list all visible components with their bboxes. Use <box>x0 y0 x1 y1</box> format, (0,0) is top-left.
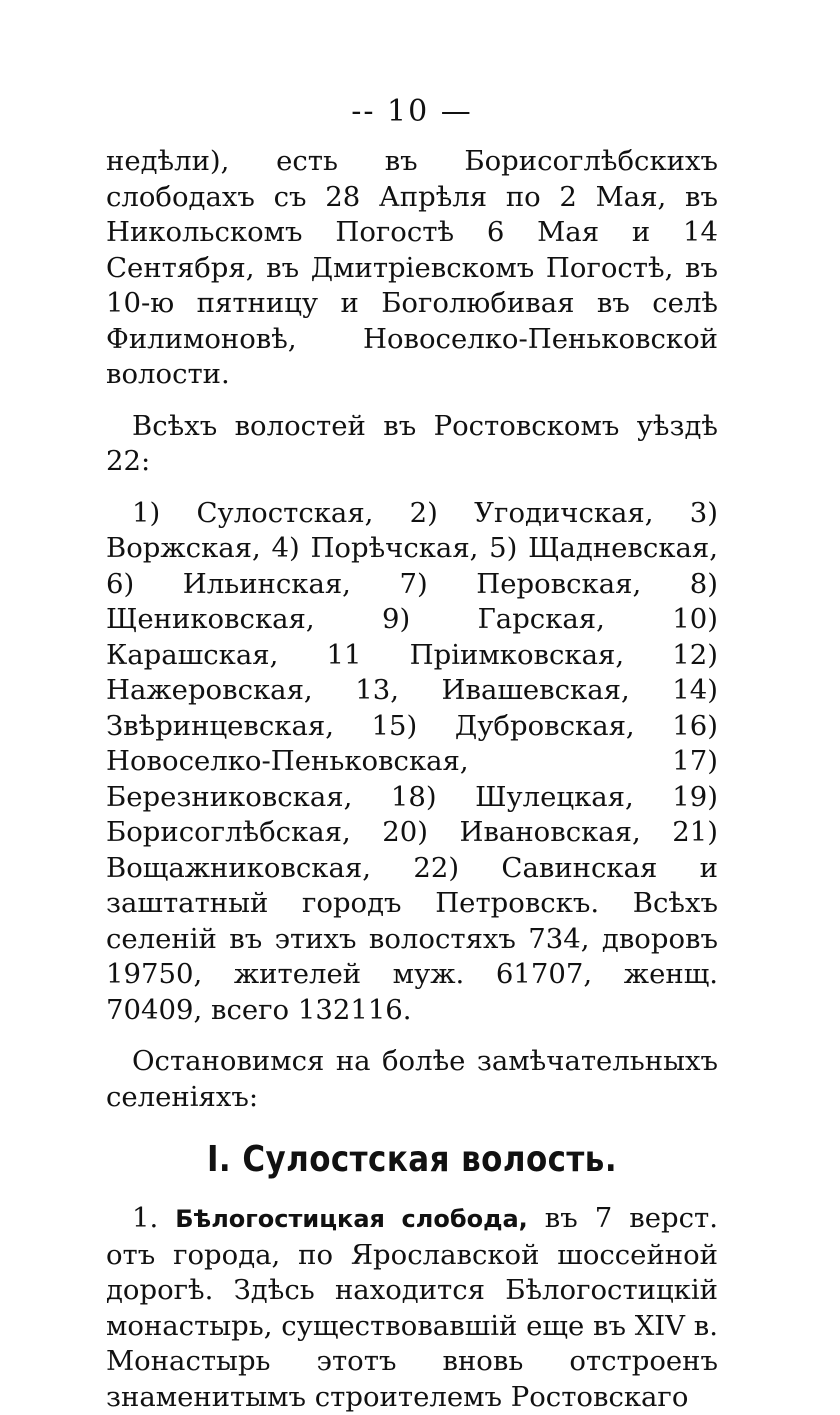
entry-title: Бѣлогостицкая слобода, <box>175 1205 528 1233</box>
page-number: -- 10 — <box>351 94 473 129</box>
paragraph-notable-villages: Остановимся на болѣе замѣчательныхъ селеніяхъ: <box>106 1045 718 1113</box>
entry-belogostitskaya <box>106 1201 718 1415</box>
section-heading: I. Сулостская волость. <box>206 1139 618 1180</box>
paragraph-volost-count: Всѣхъ волостей въ Ростовскомъ уѣздѣ 22: <box>106 409 718 477</box>
entry-number: 1. <box>132 1202 159 1234</box>
paragraph-volost-list: 1) Сулостская, 2) Угодичская, 3) Воржская, 4) Порѣчская, 5) Щадневская, 6) Ильинская, 7) Перовская, 8) Щениковская, 9) Гарская, 10) Карашская, 11 Пріимковская, 12) Нажеровская, 13, Ивашевская, 14) Звѣринцевская, 15) Дубровская, 16) Новоселко-Пеньковская, 17) Березниковская, 18) Шулецкая, 19) Борисоглѣбская, 20) Ивановская, 21) Вощажниковская, 22) Савинская и заштатный городъ Петровскъ. Всѣхъ селеній въ этихъ волостяхъ 734, дворовъ 19750, жителей муж. 61707, женщ. 70409, всего 132116. <box>106 496 718 1026</box>
document-page <box>106 92 718 1415</box>
entry-text: въ 7 верст. отъ города, по Ярославской шоссейной дорогѣ. Здѣсь находится Бѣлогостицкій монастырь, существовавшій еще въ XIV в. Монастырь этотъ вновь отстроенъ знаменитымъ строителемъ Ростовскаго <box>106 1202 718 1413</box>
paragraph-fairs-continued: недѣли), есть въ Борисоглѣбскихъ слободахъ съ 28 Апрѣля по 2 Мая, въ Никольскомъ Погостѣ 6 Мая и 14 Сентября, въ Дмитріевскомъ Погостѣ, въ 10-ю пятницу и Боголюбивая въ селѣ Филимоновѣ, Новоселко-Пеньковской волости. <box>106 145 718 390</box>
